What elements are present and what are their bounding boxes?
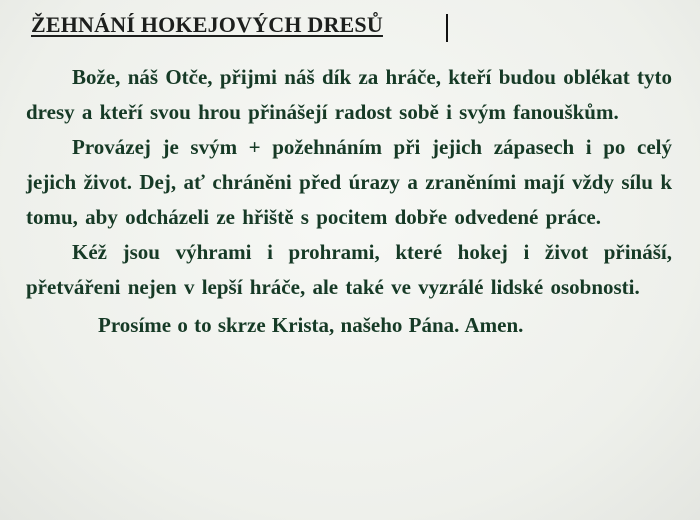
paragraph-1: Bože, náš Otče, přijmi náš dík za hráče, kteří budou oblékat tyto dresy a kteří svou hrou přinášejí radost sobě i svým fanouškům. <box>26 65 672 124</box>
closing-line: Prosíme o to skrze Krista, našeho Pána. Amen. <box>98 313 524 337</box>
text-cursor <box>446 14 448 42</box>
paragraph-2: Provázej je svým + požehnáním při jejich zápasech i po celý jejich život. Dej, ať chráněni před úrazy a zraněními mají vždy sílu k tomu, aby odcházeli ze hřiště s pocitem dobře odvedené práce. <box>26 135 672 229</box>
document-title: ŽEHNÁNÍ HOKEJOVÝCH DRESŮ <box>31 12 383 37</box>
document-body[interactable] <box>26 60 672 343</box>
paragraph-3: Kéž jsou výhrami i prohrami, které hokej i život přináší, přetvářeni nejen v lepší hráče, ale také ve vyzrálé lidské osobnosti. <box>26 240 672 299</box>
